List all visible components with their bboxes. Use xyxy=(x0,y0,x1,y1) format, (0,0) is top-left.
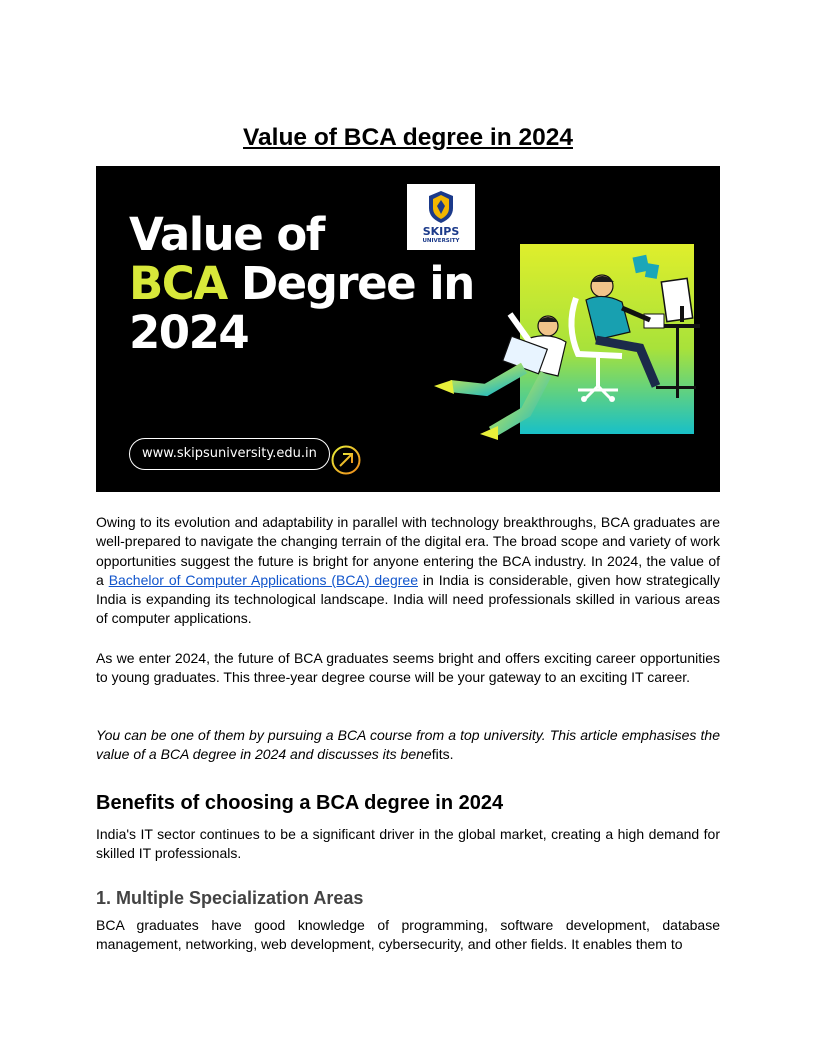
document-title: Value of BCA degree in 2024 xyxy=(243,124,573,151)
article-summary-paragraph xyxy=(96,726,720,765)
office-workers-illustration xyxy=(426,236,716,456)
banner-headline-line3: 2024 xyxy=(129,306,249,359)
intro-text-before-link: Owing to its evolution and adaptability in parallel with technology breakthroughs, BCA graduates are well-prepared to navigate the changing terrain of the digital era. The broad scope and variety of work opportunities suggest the future is bright for anyone entering the BCA industry. In 2024, the value of a xyxy=(96,514,720,588)
summary-normal-text: fits. xyxy=(431,746,454,763)
shield-icon xyxy=(428,190,454,224)
website-url-badge: www.skipsuniversity.edu.in xyxy=(129,438,330,470)
logo-name: SKIPS xyxy=(422,225,460,238)
benefits-heading: Benefits of choosing a BCA degree in 2024 xyxy=(96,792,504,814)
banner-headline-line1: Value of xyxy=(129,208,324,261)
specialization-paragraph: BCA graduates have good knowledge of programming, software development, database management, networking, web development, cybersecurity, and other fields. It enables them to xyxy=(96,917,720,953)
summary-italic-text: You can be one of them by pursuing a BCA course from a top university. This article emphasises the value of a BCA degree in 2024 and discusses its bene xyxy=(96,727,720,763)
future-paragraph: As we enter 2024, the future of BCA graduates seems bright and offers exciting career opportunities to young graduates. This three-year degree course will be your gateway to an exciting IT career. xyxy=(96,650,720,686)
banner-headline-highlight: BCA xyxy=(129,257,227,310)
logo-subtitle: UNIVERSITY xyxy=(422,238,460,244)
banner-headline-line2 xyxy=(129,259,474,308)
benefits-intro-paragraph: India's IT sector continues to be a significant driver in the global market, creating a high demand for skilled IT professionals. xyxy=(96,826,720,862)
bca-degree-link[interactable]: Bachelor of Computer Applications (BCA) degree xyxy=(108,571,418,588)
intro-text-after-link: in India is considerable, given how strategically India is expanding its technological landscape. India will need professionals skilled in various areas of computer applications. xyxy=(96,571,720,627)
intro-paragraph xyxy=(96,513,720,629)
arrow-up-right-icon xyxy=(330,444,362,476)
hero-banner-image xyxy=(96,166,720,492)
banner-headline-rest: Degree in xyxy=(226,257,474,310)
specialization-subheading: 1. Multiple Specialization Areas xyxy=(96,888,364,908)
